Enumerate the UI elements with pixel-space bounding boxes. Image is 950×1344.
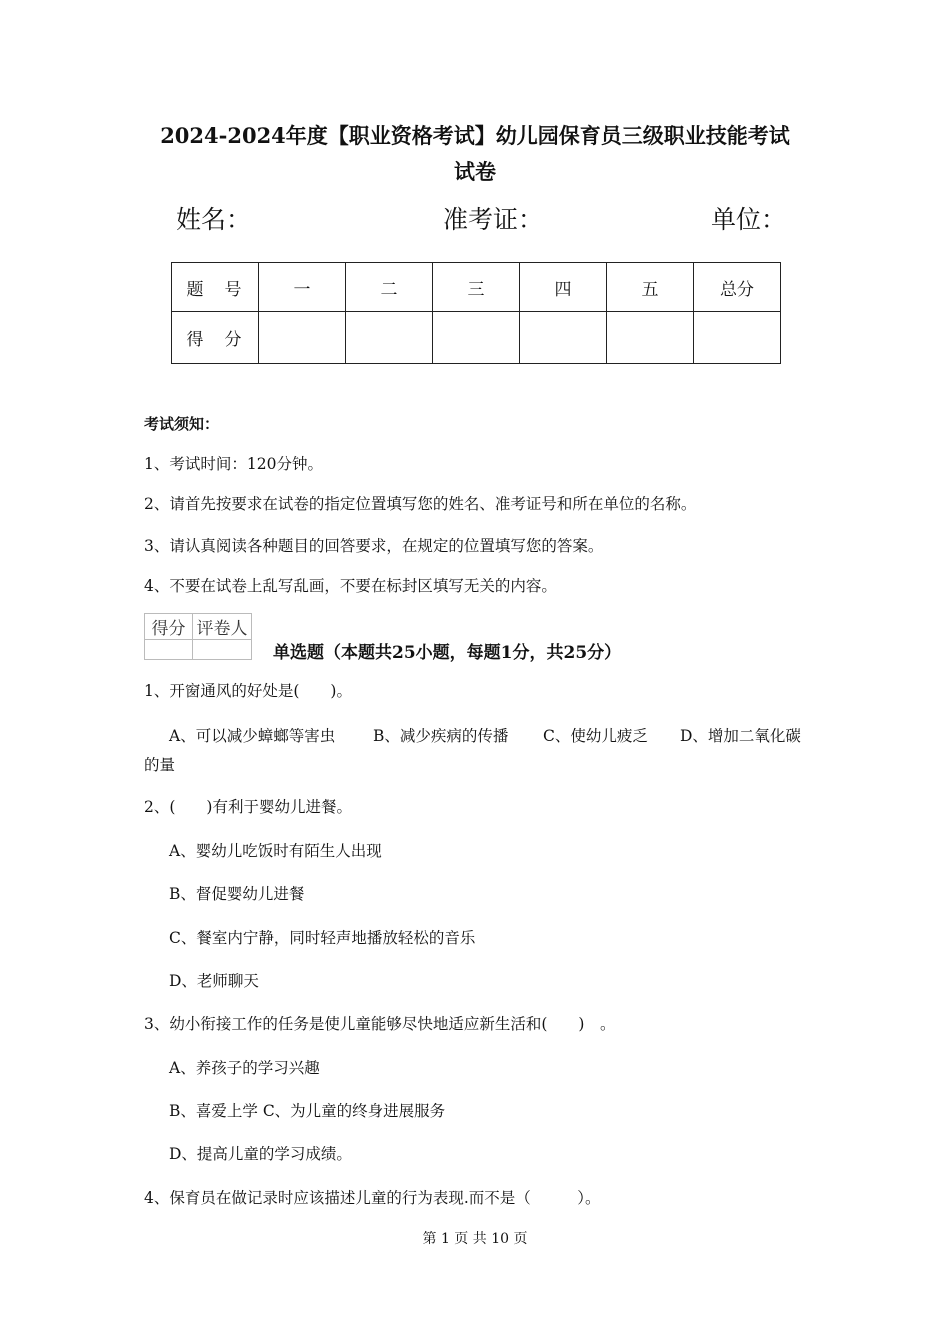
score-table-header-4: 四 <box>520 263 607 312</box>
exam-note-3: 3、请认真阅读各种题目的回答要求，在规定的位置填写您的答案。 <box>144 537 604 555</box>
grader-box-score-label: 得分 <box>145 614 193 640</box>
unit-field-label: 单位： <box>711 205 787 234</box>
exam-note-2: 2、请首先按要求在试卷的指定位置填写您的姓名、准考证号和所在单位的名称。 <box>144 495 697 513</box>
question-1-option-c: C、使幼儿疲乏 <box>543 727 648 745</box>
question-4-stem: 4、保育员在做记录时应该描述儿童的行为表现.而不是（ ）。 <box>144 1189 601 1207</box>
title-line-1: 2024-2024年度【职业资格考试】幼儿园保育员三级职业技能考试 <box>160 123 790 148</box>
score-table-header-3: 三 <box>433 263 520 312</box>
exam-note-1: 1、考试时间：120分钟。 <box>144 455 323 473</box>
score-table-header-row <box>172 263 781 312</box>
question-3-stem: 3、幼小衔接工作的任务是使儿童能够尽快地适应新生活和( ) 。 <box>144 1015 616 1033</box>
grader-box-grader-label: 评卷人 <box>193 614 252 640</box>
score-cell-4[interactable] <box>520 312 607 364</box>
score-table-header-label: 题 号 <box>172 263 259 312</box>
question-2-option-a: A、婴幼儿吃饭时有陌生人出现 <box>169 842 382 860</box>
question-2-option-c: C、餐室内宁静，同时轻声地播放轻松的音乐 <box>169 929 476 947</box>
question-2-stem: 2、( )有利于婴幼儿进餐。 <box>144 798 352 816</box>
score-table-header-5: 五 <box>607 263 694 312</box>
question-3-option-b: B、喜爱上学 C、为儿童的终身进展服务 <box>169 1102 446 1120</box>
section-title: 单选题（本题共25小题，每题1分，共25分） <box>273 643 622 663</box>
question-1-option-d: D、增加二氧化碳 <box>680 727 801 745</box>
exam-note-4: 4、不要在试卷上乱写乱画，不要在标封区填写无关的内容。 <box>144 577 557 595</box>
exam-notes-heading: 考试须知： <box>144 415 220 433</box>
question-1-stem: 1、开窗通风的好处是( )。 <box>144 682 352 700</box>
grader-box-grader-cell[interactable] <box>193 640 252 660</box>
question-2-option-d: D、老师聊天 <box>169 972 259 990</box>
question-3-option-d: D、提高儿童的学习成绩。 <box>169 1145 352 1163</box>
score-table-header-total: 总分 <box>694 263 781 312</box>
score-cell-5[interactable] <box>607 312 694 364</box>
question-3-option-a: A、养孩子的学习兴趣 <box>169 1059 320 1077</box>
score-cell-3[interactable] <box>433 312 520 364</box>
page-footer: 第 1 页 共 10 页 <box>422 1231 528 1247</box>
score-table <box>171 262 781 364</box>
question-1-option-d-continuation: 的量 <box>144 756 176 774</box>
candidate-info-row <box>0 200 950 240</box>
question-1-option-b: B、减少疾病的传播 <box>373 727 509 745</box>
exam-id-field-label: 准考证： <box>443 205 544 234</box>
grader-box <box>144 613 252 660</box>
score-cell-2[interactable] <box>346 312 433 364</box>
grader-box-score-cell[interactable] <box>145 640 193 660</box>
score-table-header-2: 二 <box>346 263 433 312</box>
title-line-2: 试卷 <box>454 159 496 184</box>
score-table-header-1: 一 <box>259 263 346 312</box>
name-field-label: 姓名： <box>176 205 252 234</box>
score-cell-total[interactable] <box>694 312 781 364</box>
document-title <box>100 118 850 190</box>
score-cell-1[interactable] <box>259 312 346 364</box>
question-2-option-b: B、督促婴幼儿进餐 <box>169 885 305 903</box>
score-table-row-label: 得 分 <box>172 312 259 364</box>
score-table-score-row <box>172 312 781 364</box>
question-1-option-a: A、可以减少蟑螂等害虫 <box>169 727 336 745</box>
